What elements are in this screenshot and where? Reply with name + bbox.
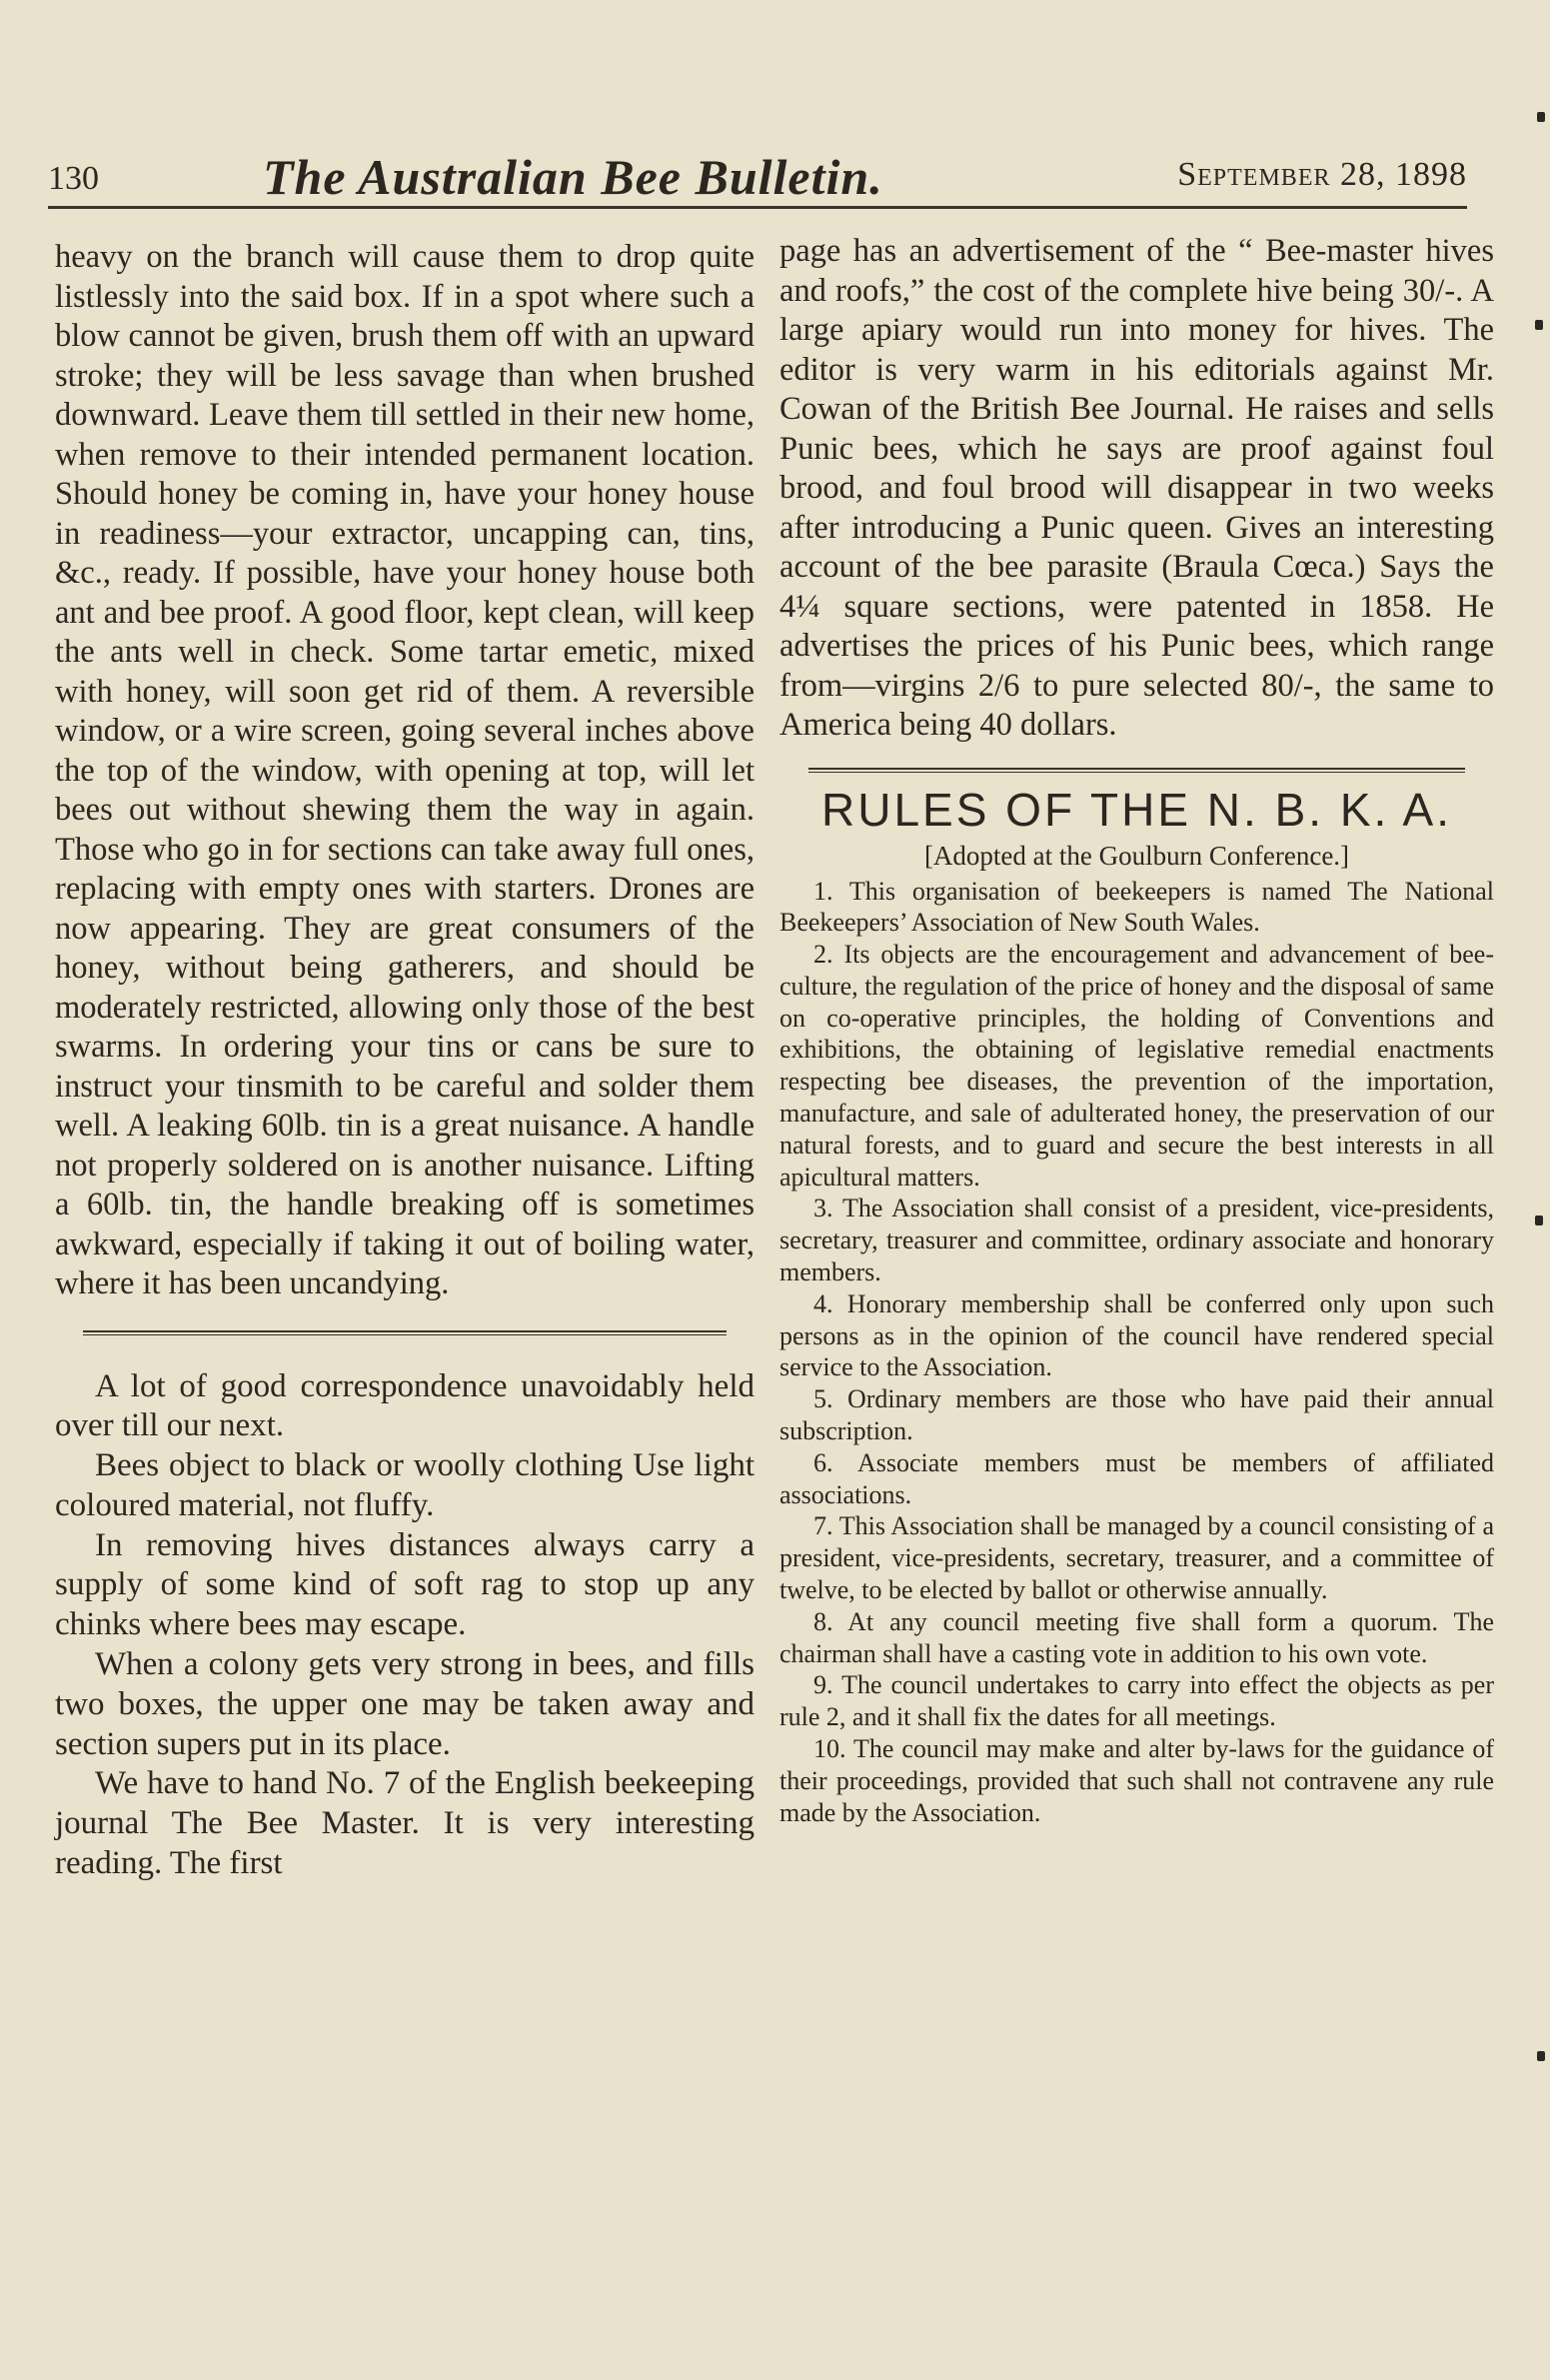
rule-item: 7. This Association shall be managed by a council consisting of a president, vice-presidents, secretary, treasurer, and a committee of twelve, to be elected by ballot or otherwise annually.: [779, 1511, 1494, 1605]
rule-item: 10. The council may make and alter by-laws for the guidance of their proceedings, provided that such shall not contravene any rule made by the Association.: [779, 1734, 1494, 1827]
edge-mark: [1535, 320, 1543, 330]
continuation-text: page has an advertisement of the “ Bee-master hives and roofs,” the cost of the complete hive being 30/-. A large apiary would run into money for hives. The editor is very warm in his editorials against Mr. Cowan of the British Bee Journal. He raises and sells Punic bees, which he says are proof against foul brood, and foul brood will disappear in two weeks after introducing a Punic queen. Gives an interesting account of the bee parasite (Braula Cœca.) Says the 4¼ square sections, were patented in 1858. He advertises the prices of his Punic bees, which range from—virgins 2/6 to pure selected 80/-, the same to America being 40 dollars.: [779, 233, 1494, 743]
journal-title: The Australian Bee Bulletin.: [263, 149, 883, 205]
header-rule: [48, 206, 1467, 209]
note-paragraph: We have to hand No. 7 of the English beekeeping journal The Bee Master. It is very interesting reading. The first: [55, 1765, 755, 1882]
rule-item: 5. Ordinary members are those who have paid their annual subscription.: [779, 1384, 1494, 1446]
edge-mark: [1537, 112, 1545, 122]
left-column: [55, 238, 755, 1884]
right-column: [779, 232, 1494, 1828]
rule-item: 4. Honorary membership shall be conferred only upon such persons as in the opinion of the council have rendered special service to the Association.: [779, 1288, 1494, 1382]
rule-item: 8. At any council meeting five shall form a quorum. The chairman shall have a casting vote in addition to his own vote.: [779, 1606, 1494, 1668]
issue-date: September 28, 1898: [1177, 156, 1467, 193]
note-paragraph: In removing hives distances always carry a supply of some kind of soft rag to stop up any chinks where bees may escape.: [55, 1526, 755, 1643]
rule-item: 2. Its objects are the encouragement and advancement of bee-culture, the regulation of the price of honey and the disposal of same on co-operative principles, the holding of Conventions and exhibitions, the obtaining of legislative remedial enactments respecting bee diseases, the prevention of the importation, manufacture, and sale of adulterated honey, the preservation of our natural forests, and to guard and secure the best interests in all apicultural matters.: [779, 940, 1494, 1191]
notes-section: [55, 1367, 755, 1884]
rule-item: 3. The Association shall consist of a president, vice-presidents, secretary, treasurer and committee, ordinary associate and honorary members.: [779, 1193, 1494, 1287]
adopted-note: [Adopted at the Goulburn Conference.]: [923, 840, 1350, 871]
rule-item: 9. The council undertakes to carry into effect the objects as per rule 2, and it shall fix the dates for all meetings.: [779, 1670, 1494, 1732]
rules-heading: RULES OF THE N. B. K. A.: [821, 783, 1452, 836]
rule-item: 1. This organisation of beekeepers is named The National Beekeepers’ Association of New South Wales.: [779, 876, 1494, 938]
edge-mark: [1537, 2051, 1545, 2061]
page-number: 130: [48, 160, 99, 197]
section-divider: [808, 768, 1466, 773]
section-divider: [83, 1330, 727, 1335]
note-paragraph: When a colony gets very strong in bees, and fills two boxes, the upper one may be taken away and section supers put in its place.: [55, 1646, 755, 1762]
edge-mark: [1535, 1215, 1543, 1225]
main-article-text: heavy on the branch will cause them to drop quite listlessly into the said box. If in a spot where such a blow cannot be given, brush them off with an upward stroke; they will be less savage than when brushed downward. Leave them till settled in their new home, when remove to their intended permanent location. Should honey be coming in, have your honey house in readiness—your extractor, uncapping can, tins, &c., ready. If possible, have your honey house both ant and bee proof. A good floor, kept clean, will keep the ants well in check. Some tartar emetic, mixed with honey, will soon get rid of them. A reversible window, or a wire screen, going several inches above the top of the window, with opening at top, will let bees out without shewing them the way in again. Those who go in for sections can take away full ones, replacing with empty ones with starters. Drones are now appearing. They are great consumers of the honey, without being gatherers, and should be moderately restricted, allowing only those of the best swarms. In ordering your tins or cans be sure to instruct your tinsmith to be careful and solder them well. A leaking 60lb. tin is a great nuisance. A handle not properly soldered on is another nuisance. Lifting a 60lb. tin, the handle breaking off is sometimes awkward, especially if taking it out of boiling water, where it has been uncandying.: [55, 239, 755, 1301]
note-paragraph: Bees object to black or woolly clothing Use light coloured material, not fluffy.: [55, 1447, 755, 1523]
rule-item: 6. Associate members must be members of affiliated associations.: [779, 1447, 1494, 1509]
note-paragraph: A lot of good correspondence unavoidably held over till our next.: [55, 1367, 755, 1444]
